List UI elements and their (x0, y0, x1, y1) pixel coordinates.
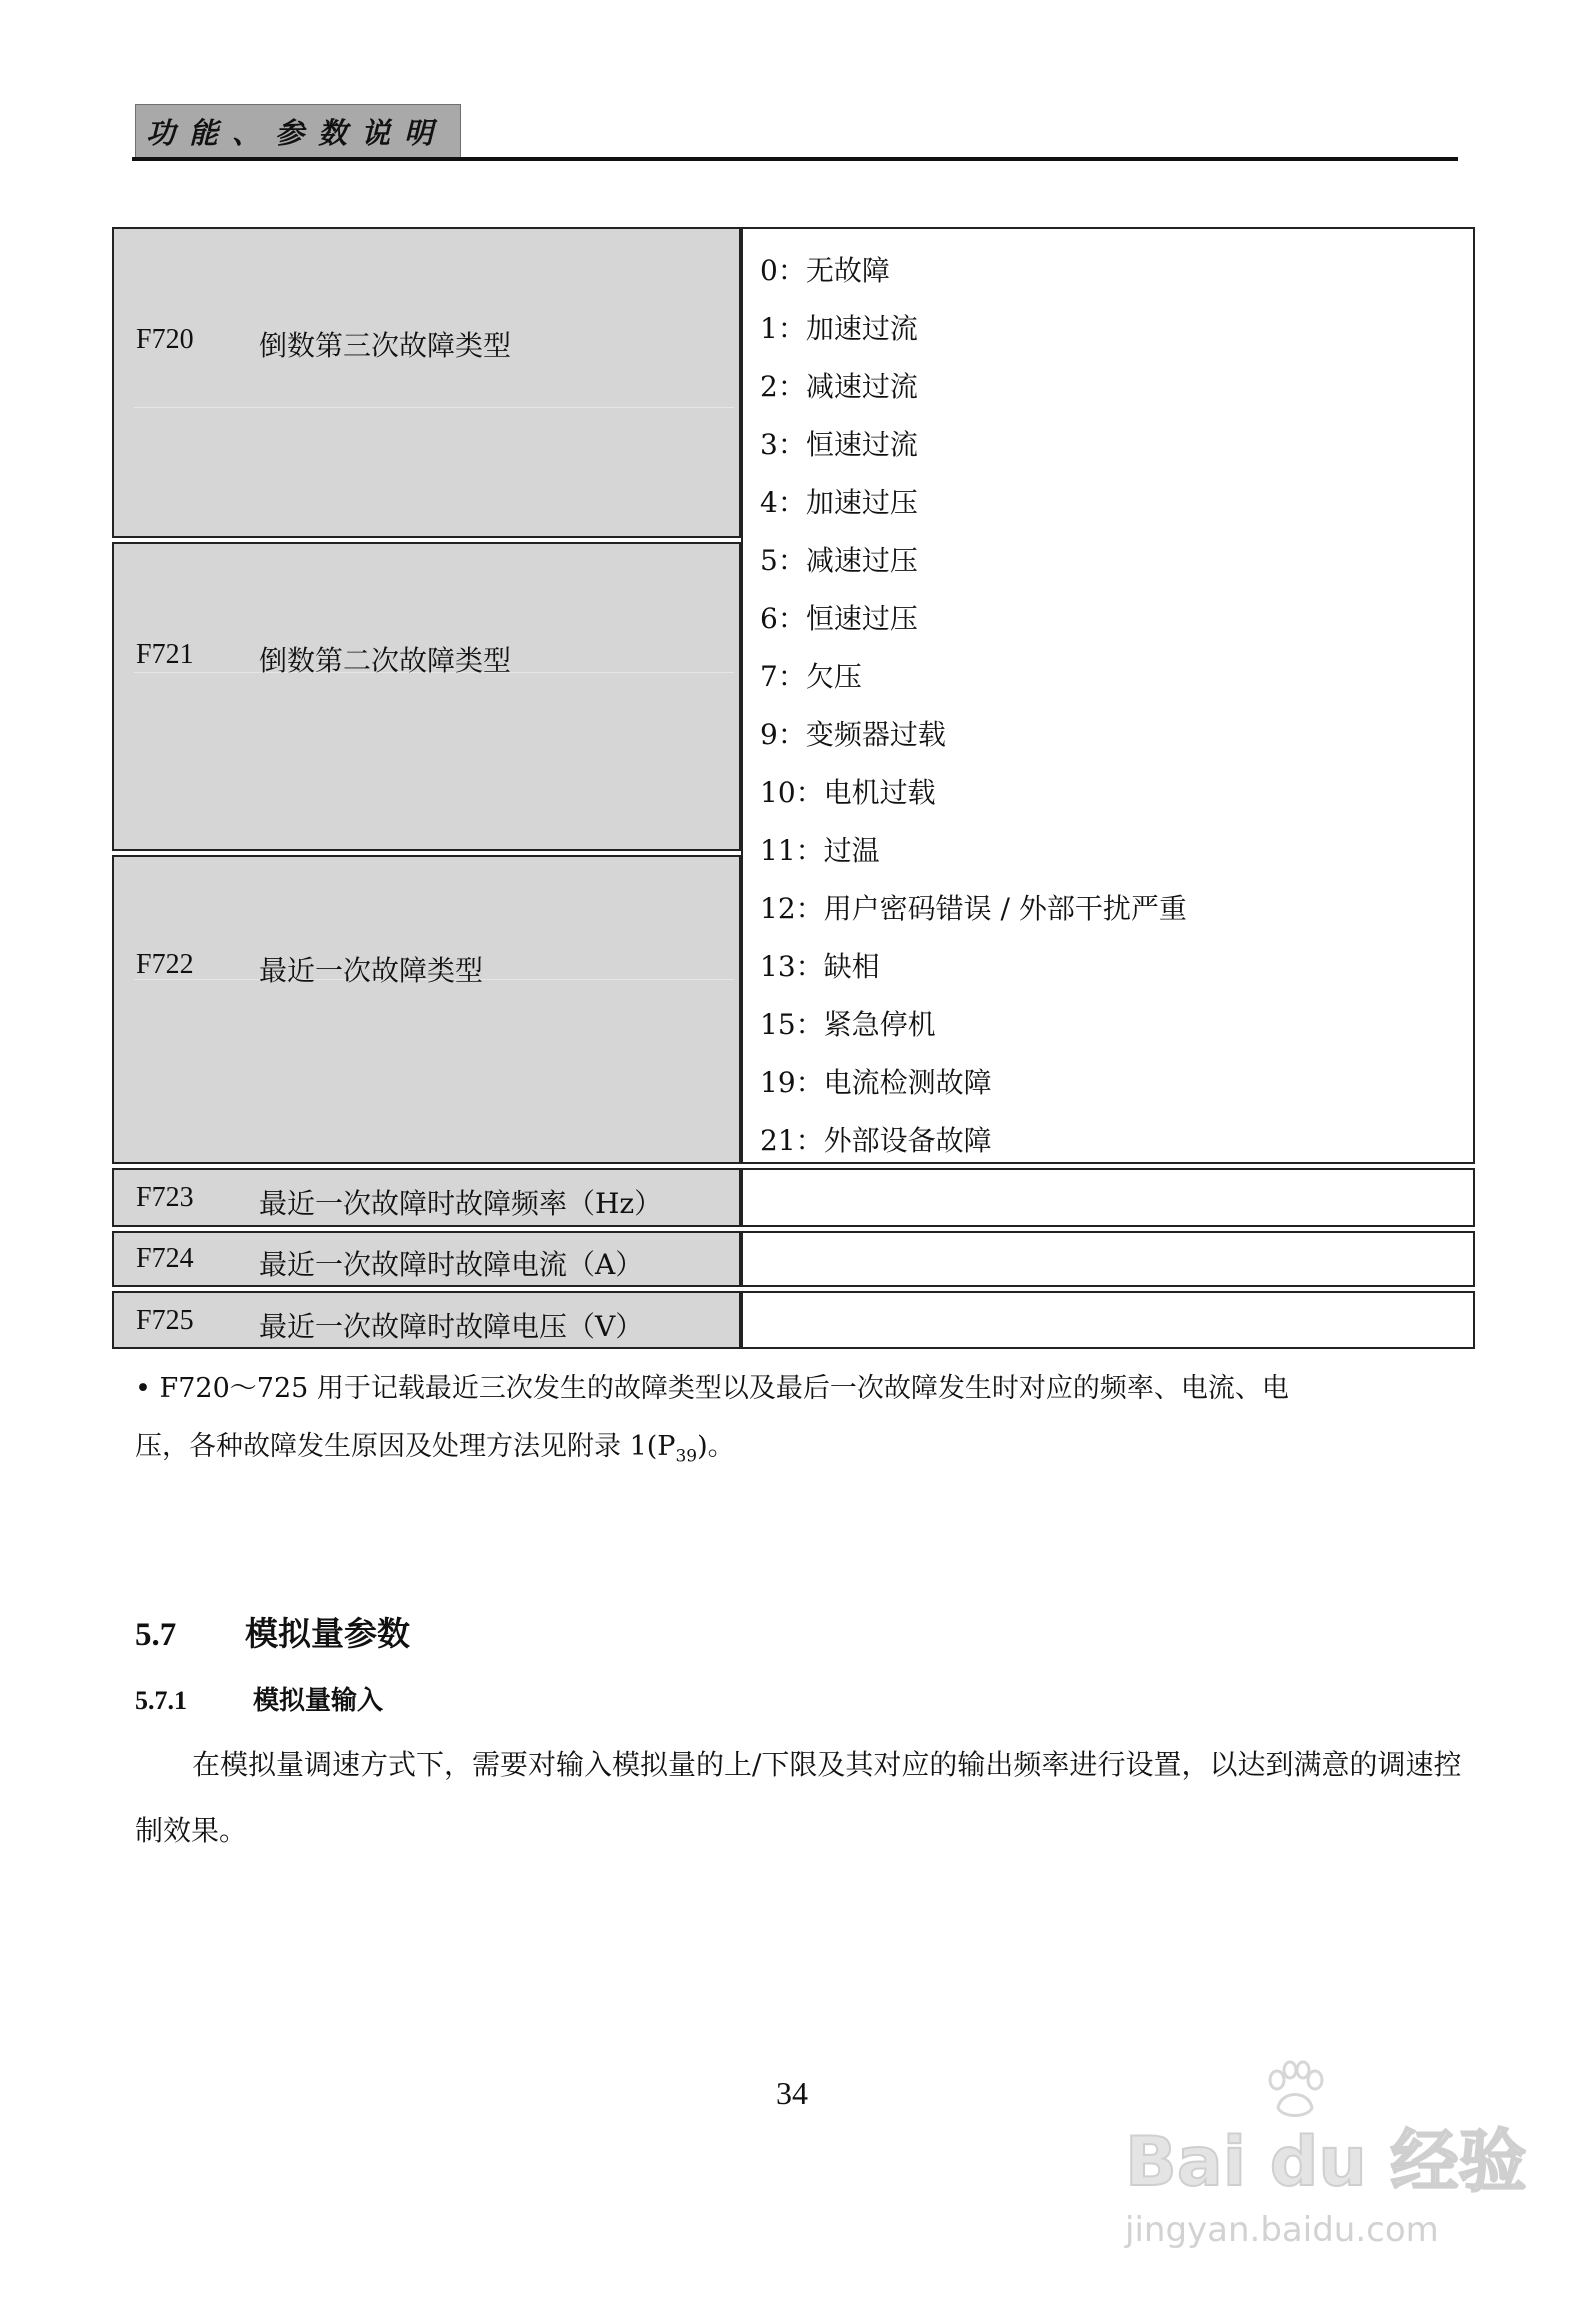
fault-option: 7：欠压 (760, 660, 862, 693)
fault-option-list (760, 242, 1187, 1170)
fault-option: 4：加速过压 (760, 486, 918, 519)
subsection-title: 模拟量输入 (253, 1686, 384, 1716)
note-text-end: )。 (697, 1431, 735, 1462)
page-number: 34 (776, 2075, 808, 2111)
value-cell-f725 (741, 1291, 1475, 1349)
fault-option: 11：过温 (760, 834, 880, 867)
header-rule (132, 157, 1458, 161)
param-name: 最近一次故障时故障频率（Hz） (259, 1187, 663, 1220)
fault-option: 13：缺相 (760, 950, 880, 983)
param-code: F724 (136, 1243, 194, 1274)
param-cell-f720 (112, 227, 741, 538)
param-code: F720 (136, 324, 194, 355)
note-line-2 (135, 1418, 1455, 1485)
param-name: 最近一次故障类型 (259, 954, 484, 987)
param-name: 倒数第三次故障类型 (259, 329, 512, 362)
section-number: 5.7 (135, 1617, 177, 1653)
param-code: F722 (136, 949, 194, 980)
fault-option: 21：外部设备故障 (760, 1124, 992, 1157)
baidu-watermark (1125, 2060, 1527, 2265)
cell-faint-line (134, 407, 734, 408)
param-code: F725 (136, 1305, 194, 1336)
fault-parameter-table (112, 227, 1475, 1349)
fault-option: 12：用户密码错误 / 外部干扰严重 (760, 892, 1187, 925)
fault-option: 1：加速过流 (760, 312, 918, 345)
param-cell-f721 (112, 542, 741, 851)
value-cell-f723 (741, 1168, 1475, 1227)
param-cell-f724 (112, 1231, 741, 1287)
fault-option: 15：紧急停机 (760, 1008, 936, 1041)
subsection-number: 5.7.1 (135, 1686, 187, 1715)
param-code: F721 (136, 639, 194, 670)
note-subscript: 39 (675, 1446, 698, 1467)
value-cell-f724 (741, 1231, 1475, 1287)
param-name: 最近一次故障时故障电压（V） (259, 1310, 644, 1343)
watermark-url: jingyan.baidu.com (1125, 2210, 1439, 2250)
param-name: 倒数第二次故障类型 (259, 644, 512, 677)
note-line-1: • F720～725 用于记载最近三次发生的故障类型以及最后一次故障发生时对应的频率、电流、电 (135, 1373, 1289, 1404)
param-cell-f723 (112, 1168, 741, 1227)
fault-option: 10：电机过载 (760, 776, 936, 809)
fault-option: 0：无故障 (760, 254, 890, 287)
param-cell-f722 (112, 855, 741, 1164)
fault-option: 6：恒速过压 (760, 602, 918, 635)
section-title: 模拟量参数 (245, 1614, 410, 1653)
param-name: 最近一次故障时故障电流（A） (259, 1248, 644, 1281)
fault-option: 5：减速过压 (760, 544, 918, 577)
param-cell-f725 (112, 1291, 741, 1349)
table-note (135, 1360, 1455, 1485)
fault-option: 3：恒速过流 (760, 428, 918, 461)
body-paragraph: 在模拟量调速方式下，需要对输入模拟量的上/下限及其对应的输出频率进行设置，以达到满意的调速控制效果。 (135, 1748, 1462, 1847)
section-heading (135, 1608, 410, 1655)
fault-option: 9：变频器过载 (760, 718, 946, 751)
watermark-logo: Bai du 经验 (1125, 2123, 1527, 2202)
fault-option: 19：电流检测故障 (760, 1066, 992, 1099)
subsection-heading (135, 1680, 383, 1717)
fault-option: 2：减速过流 (760, 370, 918, 403)
note-text: 压，各种故障发生原因及处理方法见附录 1(P (135, 1431, 676, 1462)
chapter-header-tab: 功能、参数说明 (135, 104, 461, 158)
param-code: F723 (136, 1182, 194, 1213)
